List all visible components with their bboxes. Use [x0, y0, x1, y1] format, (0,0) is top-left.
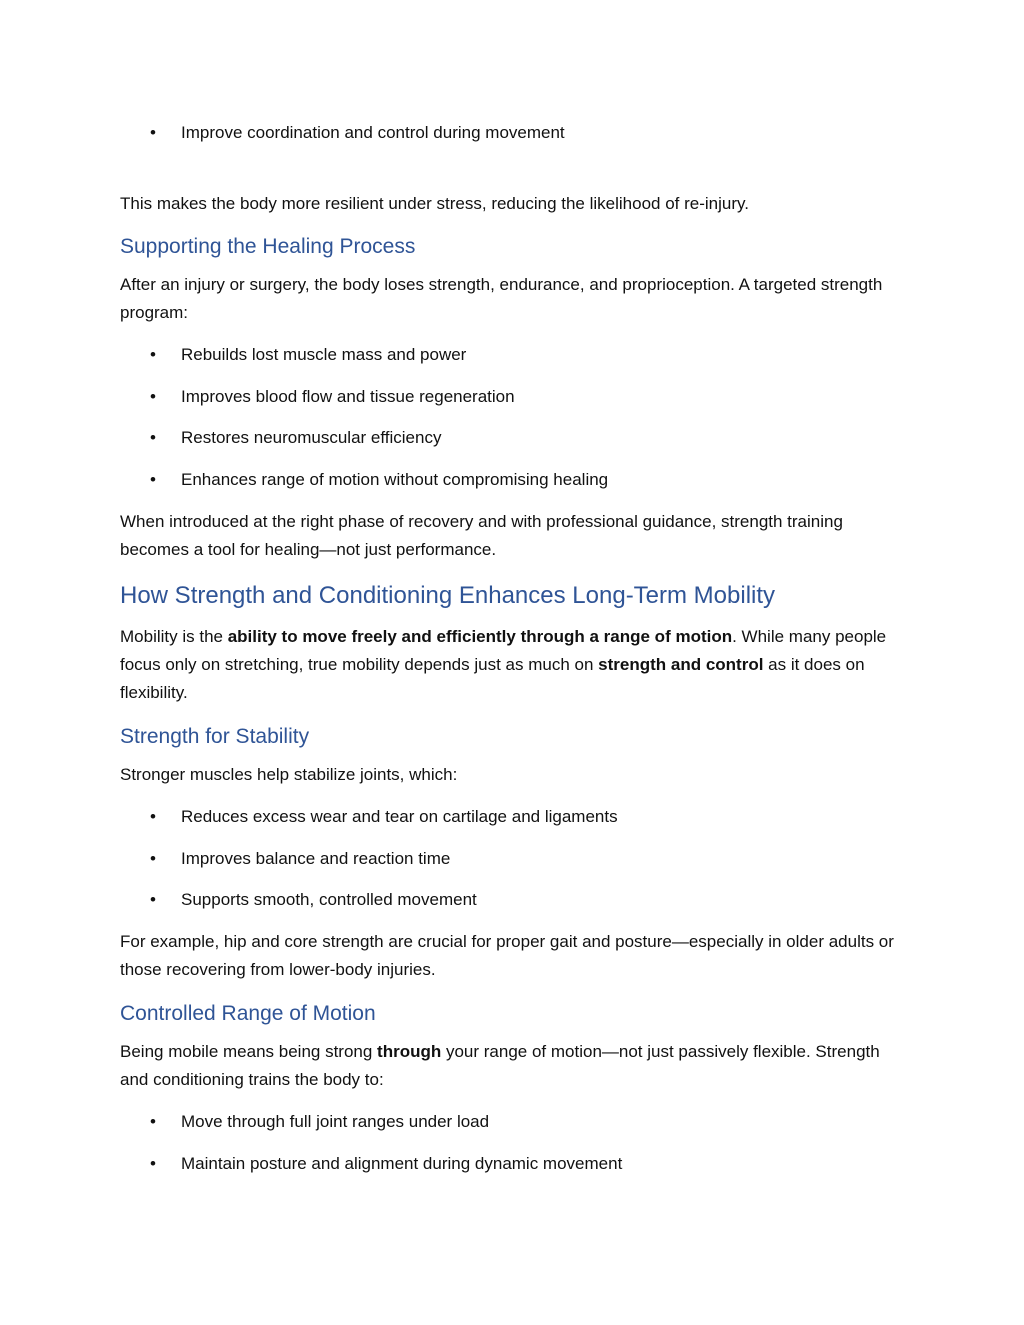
bullet-glyph: •	[150, 1154, 156, 1173]
heading-controlled-rom: Controlled Range of Motion	[120, 1002, 376, 1025]
heading-supporting-healing: Supporting the Healing Process	[120, 235, 416, 258]
list-item-text: Enhances range of motion without compromising healing	[181, 470, 609, 489]
list-item-text: Improves balance and reaction time	[181, 849, 451, 868]
bullet-glyph: •	[150, 807, 156, 826]
mobility-intro-text: as it does on flexibility.	[120, 655, 865, 702]
resilience-paragraph: This makes the body more resilient under stress, reducing the likelihood of re-injury.	[120, 194, 749, 213]
bullet-glyph: •	[150, 470, 156, 489]
bullet-glyph: •	[150, 890, 156, 909]
rom-bold-emphasis: through	[377, 1042, 442, 1061]
bullet-glyph: •	[150, 345, 156, 364]
list-item-text: Move through full joint ranges under load	[181, 1112, 490, 1131]
list-item-text: Improve coordination and control during movement	[181, 123, 565, 142]
list-item-text: Restores neuromuscular efficiency	[181, 428, 442, 447]
mobility-intro-paragraph	[120, 623, 910, 707]
mobility-intro-text: . While many people focus only on stretching, true mobility depends just as much on	[120, 627, 887, 674]
heading-strength-stability: Strength for Stability	[120, 725, 310, 748]
bullet-glyph: •	[150, 387, 156, 406]
rom-intro-text: your range of motion—not just passively flexible. Strength and conditioning trains the body to:	[120, 1042, 880, 1089]
mobility-bold-emphasis: strength and control	[598, 655, 764, 674]
healing-closing-paragraph: When introduced at the right phase of recovery and with professional guidance, strength training becomes a tool for healing—not just performance.	[120, 512, 843, 559]
bullet-glyph: •	[150, 849, 156, 868]
list-item-text: Improves blood flow and tissue regeneration	[181, 387, 515, 406]
rom-intro-paragraph	[120, 1038, 910, 1094]
list-item-text: Supports smooth, controlled movement	[181, 890, 477, 909]
list-item-text: Reduces excess wear and tear on cartilage and ligaments	[181, 807, 618, 826]
stability-closing-paragraph: For example, hip and core strength are crucial for proper gait and posture—especially in older adults or those recovering from lower-body injuries.	[120, 932, 894, 979]
list-item-text: Maintain posture and alignment during dynamic movement	[181, 1154, 623, 1173]
bullet-glyph: •	[150, 123, 156, 142]
mobility-intro-text: Mobility is the	[120, 627, 228, 646]
heading-long-term-mobility: How Strength and Conditioning Enhances Long-Term Mobility	[120, 582, 776, 609]
list-item-text: Rebuilds lost muscle mass and power	[181, 345, 467, 364]
mobility-bold-definition: ability to move freely and efficiently through a range of motion	[227, 627, 733, 646]
bullet-glyph: •	[150, 1112, 156, 1131]
stability-intro-paragraph: Stronger muscles help stabilize joints, which:	[120, 765, 458, 784]
healing-intro-paragraph: After an injury or surgery, the body loses strength, endurance, and proprioception. A targeted strength program:	[120, 275, 883, 322]
bullet-glyph: •	[150, 428, 156, 447]
rom-intro-text: Being mobile means being strong	[120, 1042, 378, 1061]
